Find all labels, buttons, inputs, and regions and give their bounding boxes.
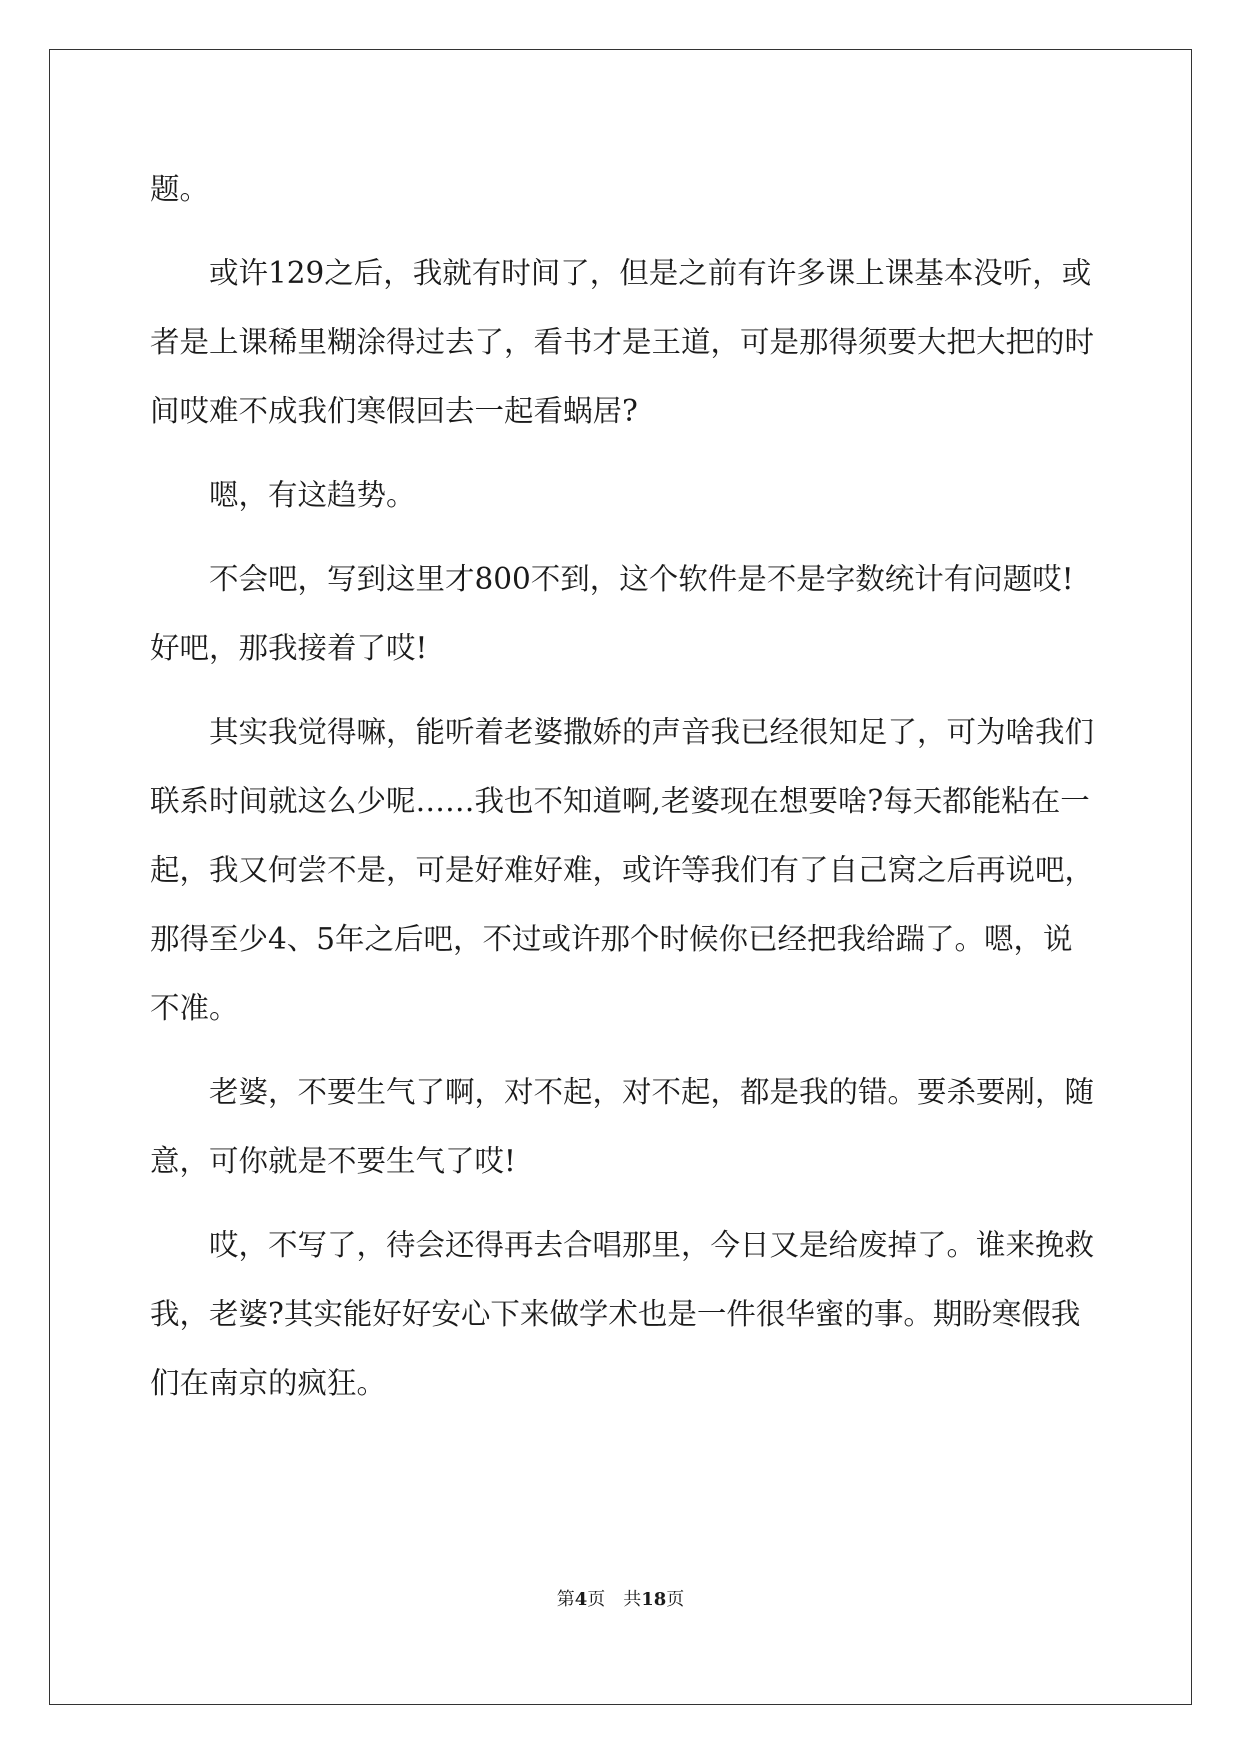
paragraph-5: 其实我觉得嘛，能听着老婆撒娇的声音我已经很知足了，可为啥我们联系时间就这么少呢……我也不知道啊,老婆现在想要啥?每天都能粘在一起，我又何尝不是，可是好难好难，或许等我们有了自己窝之后再说吧，那得至少4、5年之后吧，不过或许那个时候你已经把我给踹了。嗯，说不准。 [150, 715, 1095, 1025]
total-pages: 18 [641, 1589, 667, 1610]
page-prefix: 第 [556, 1589, 575, 1610]
paragraph-4: 不会吧，写到这里才800不到，这个软件是不是字数统计有问题哎!好吧，那我接着了哎! [150, 562, 1074, 665]
page-footer [0, 1585, 1241, 1611]
total-prefix: 共 [623, 1589, 642, 1610]
page-number: 4 [574, 1589, 588, 1610]
page-suffix: 页 [587, 1589, 606, 1610]
paragraph-1: 题。 [150, 172, 210, 206]
paragraph-6: 老婆，不要生气了啊，对不起，对不起，都是我的错。要杀要剐，随意，可你就是不要生气了哎! [150, 1075, 1095, 1178]
paragraph-3: 嗯，有这趋势。 [209, 478, 416, 512]
paragraph-2: 或许129之后，我就有时间了，但是之前有许多课上课基本没听，或者是上课稀里糊涂得过去了，看书才是王道，可是那得须要大把大把的时间哎难不成我们寒假回去一起看蜗居? [150, 256, 1095, 428]
total-suffix: 页 [666, 1589, 685, 1610]
paragraph-7: 哎，不写了，待会还得再去合唱那里，今日又是给废掉了。谁来挽救我，老婆?其实能好好安心下来做学术也是一件很华蜜的事。期盼寒假我们在南京的疯狂。 [150, 1228, 1095, 1400]
document-body [150, 155, 1095, 1433]
